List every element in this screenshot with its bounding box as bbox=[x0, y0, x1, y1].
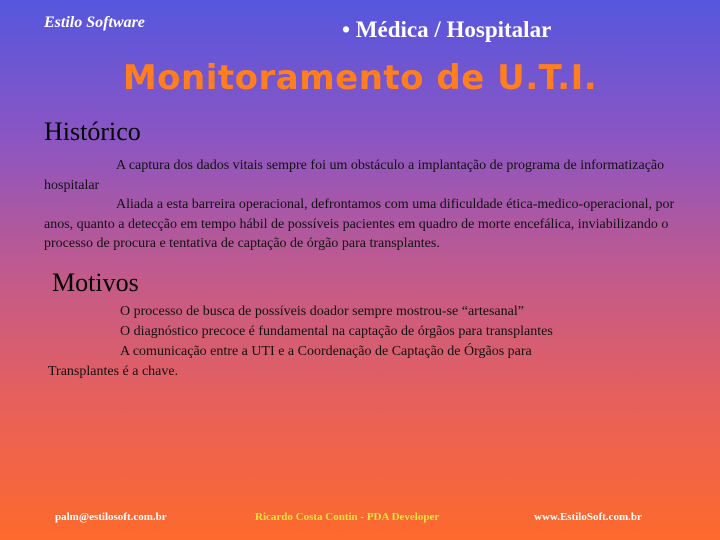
motivos-heading: Motivos bbox=[52, 268, 139, 297]
historico-paragraph: Aliada a esta barreira operacional, defrontamos com uma dificuldade ética-medico-operacional, por anos, quanto a detecção em tempo hábil de possíveis pacientes em quadro de morte encefálica, inviabilizando o processo de procura e tentativa de captação de órgão para transplantes. bbox=[44, 197, 675, 251]
motivos-item: A comunicação entre a UTI e a Coordenação de Captação de Órgãos para Transplantes é a chave. bbox=[48, 344, 532, 379]
sector-label: • Médica / Hospitalar bbox=[342, 17, 552, 42]
footer-website-link[interactable]: www.EstiloSoft.com.br bbox=[534, 511, 642, 523]
historico-paragraph: A captura dos dados vitais sempre foi um obstáculo a implantação de programa de informatização hospitalar bbox=[44, 158, 665, 193]
footer-author: Ricardo Costa Contin - PDA Developer bbox=[255, 511, 440, 523]
motivos-item: O diagnóstico precoce é fundamental na captação de órgãos para transplantes bbox=[120, 324, 553, 339]
historico-heading: Histórico bbox=[44, 117, 141, 146]
motivos-item: O processo de busca de possíveis doador sempre mostrou-se “artesanal” bbox=[120, 304, 524, 319]
brand-label: Estilo Software bbox=[44, 14, 145, 31]
motivos-body bbox=[48, 302, 568, 382]
slide-title: Monitoramento de U.T.I. bbox=[122, 58, 598, 98]
footer-email-link[interactable]: palm@estilosoft.com.br bbox=[55, 511, 167, 523]
historico-body bbox=[44, 156, 684, 254]
